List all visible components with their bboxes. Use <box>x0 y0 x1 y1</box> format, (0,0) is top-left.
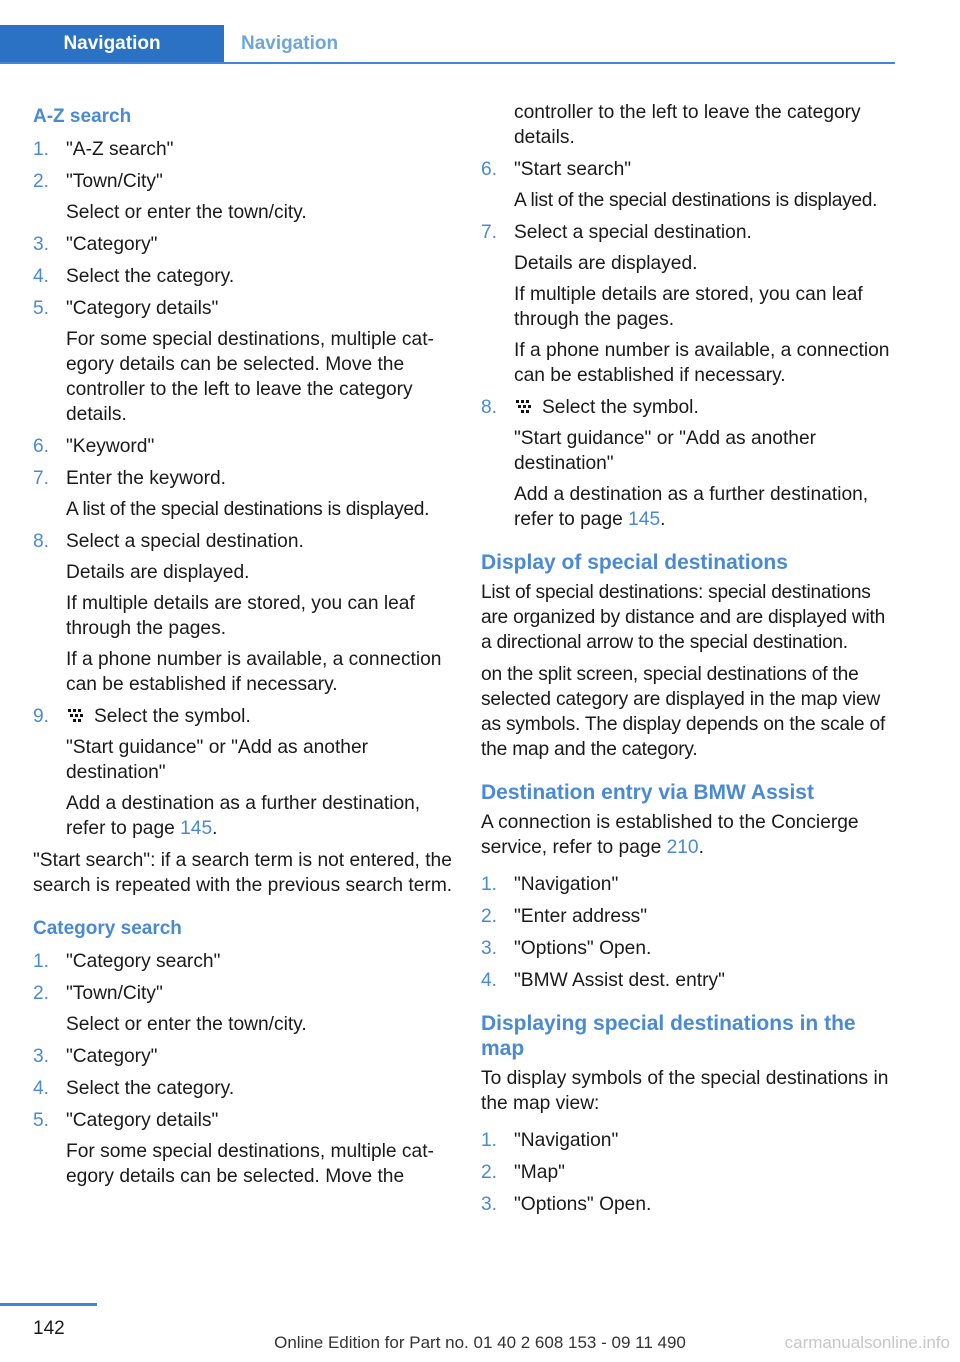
right-column <box>481 100 899 1224</box>
list-item: 1. "A-Z search" <box>33 139 174 160</box>
destination-symbol-icon <box>66 707 88 725</box>
list-item: 2. "Map" <box>481 1162 565 1183</box>
left-column <box>33 100 453 1196</box>
category-search-title: Category search <box>33 918 182 939</box>
list-item: 4. Select the category. <box>33 1078 235 1099</box>
page-reference-link[interactable]: 145 <box>180 818 213 839</box>
destination-symbol-icon <box>514 398 536 416</box>
list-item: 1. "Navigation" <box>481 1130 619 1151</box>
list-item: 1. "Category search" <box>33 951 221 972</box>
edition-text: Online Edition for Part no. 01 40 2 608 153 - 09 11 490 <box>274 1333 686 1352</box>
list-item: 6. "Keyword" <box>33 436 155 457</box>
list-item: 3. "Options" Open. <box>481 1194 652 1215</box>
map-paragraph: To display symbols of the special destinations in the map view: <box>481 1068 889 1114</box>
list-item: 8. Select the symbol. "Start guidance" or "Add as another destination" Add a destination as a further destination, refer to page 145. <box>481 397 869 530</box>
list-item: 3. "Options" Open. <box>481 938 652 959</box>
list-item: 3. "Category" <box>33 234 158 255</box>
display-paragraph-2: on the split screen, special destinations of the selected category are displayed in the map view as symbols. The display depends on the scale of the map and the category. <box>481 664 886 760</box>
list-item-continued: controller to the left to leave the category details. <box>514 102 861 148</box>
page-reference-link[interactable]: 210 <box>666 837 699 858</box>
page-reference-link[interactable]: 145 <box>628 509 661 530</box>
list-item: 7. Select a special destination. Details are displayed. If multiple details are stored, you can leaf through the pages. If a phone number is available, a connection can be established if necessary. <box>481 222 890 386</box>
footer-rule <box>0 1303 97 1306</box>
list-item: 8. Select a special destination. Details are displayed. If multiple details are stored, you can leaf through the pages. If a phone number is available, a connection can be established if necessary. <box>33 531 442 695</box>
bmw-assist-heading: Destination entry via BMW Assist <box>481 781 814 804</box>
list-item: 5. "Category details" For some special destinations, multiple cat‐egory details can be selected. Move the <box>33 1110 434 1187</box>
search-note: "Start search": if a search term is not entered, the search is repeated with the previous search term. <box>33 850 453 896</box>
bmw-assist-paragraph: A connection is established to the Concierge service, refer to page 210. <box>481 812 859 858</box>
az-search-title: A-Z search <box>33 106 132 127</box>
list-item: 2. "Town/City" Select or enter the town/city. <box>33 171 307 223</box>
page-header <box>0 25 895 64</box>
header-tab-active: Navigation <box>0 25 224 62</box>
list-item: 2. "Enter address" <box>481 906 648 927</box>
list-item: 3. "Category" <box>33 1046 158 1067</box>
list-item: 2. "Town/City" Select or enter the town/city. <box>33 983 307 1035</box>
list-item: 4. Select the category. <box>33 266 235 287</box>
watermark: carmanualsonline.info <box>784 1333 950 1352</box>
list-item: 5. "Category details" For some special destinations, multiple cat‐egory details can be selected. Move the controller to the left to leave the category details. <box>33 298 434 425</box>
list-item: 4. "BMW Assist dest. entry" <box>481 970 725 991</box>
list-item: 6. "Start search" A list of the special destinations is displayed. <box>481 159 878 211</box>
list-item: 9. Select the symbol. "Start guidance" or "Add as another destination" Add a destination as a further destination, refer to page 145. <box>33 706 421 839</box>
page-number: 142 <box>33 1318 65 1339</box>
display-paragraph-1: List of special destinations: special destinations are organized by distance and are displayed with a directional arrow to the special destination. <box>481 582 885 653</box>
header-tab-inactive: Navigation <box>241 32 339 54</box>
list-item: 7. Enter the keyword. A list of the special destinations is displayed. <box>33 468 430 520</box>
display-special-destinations-heading: Display of special destinations <box>481 551 788 574</box>
map-destinations-heading: Displaying special destinations in the map <box>481 1012 856 1060</box>
list-item: 1. "Navigation" <box>481 874 619 895</box>
